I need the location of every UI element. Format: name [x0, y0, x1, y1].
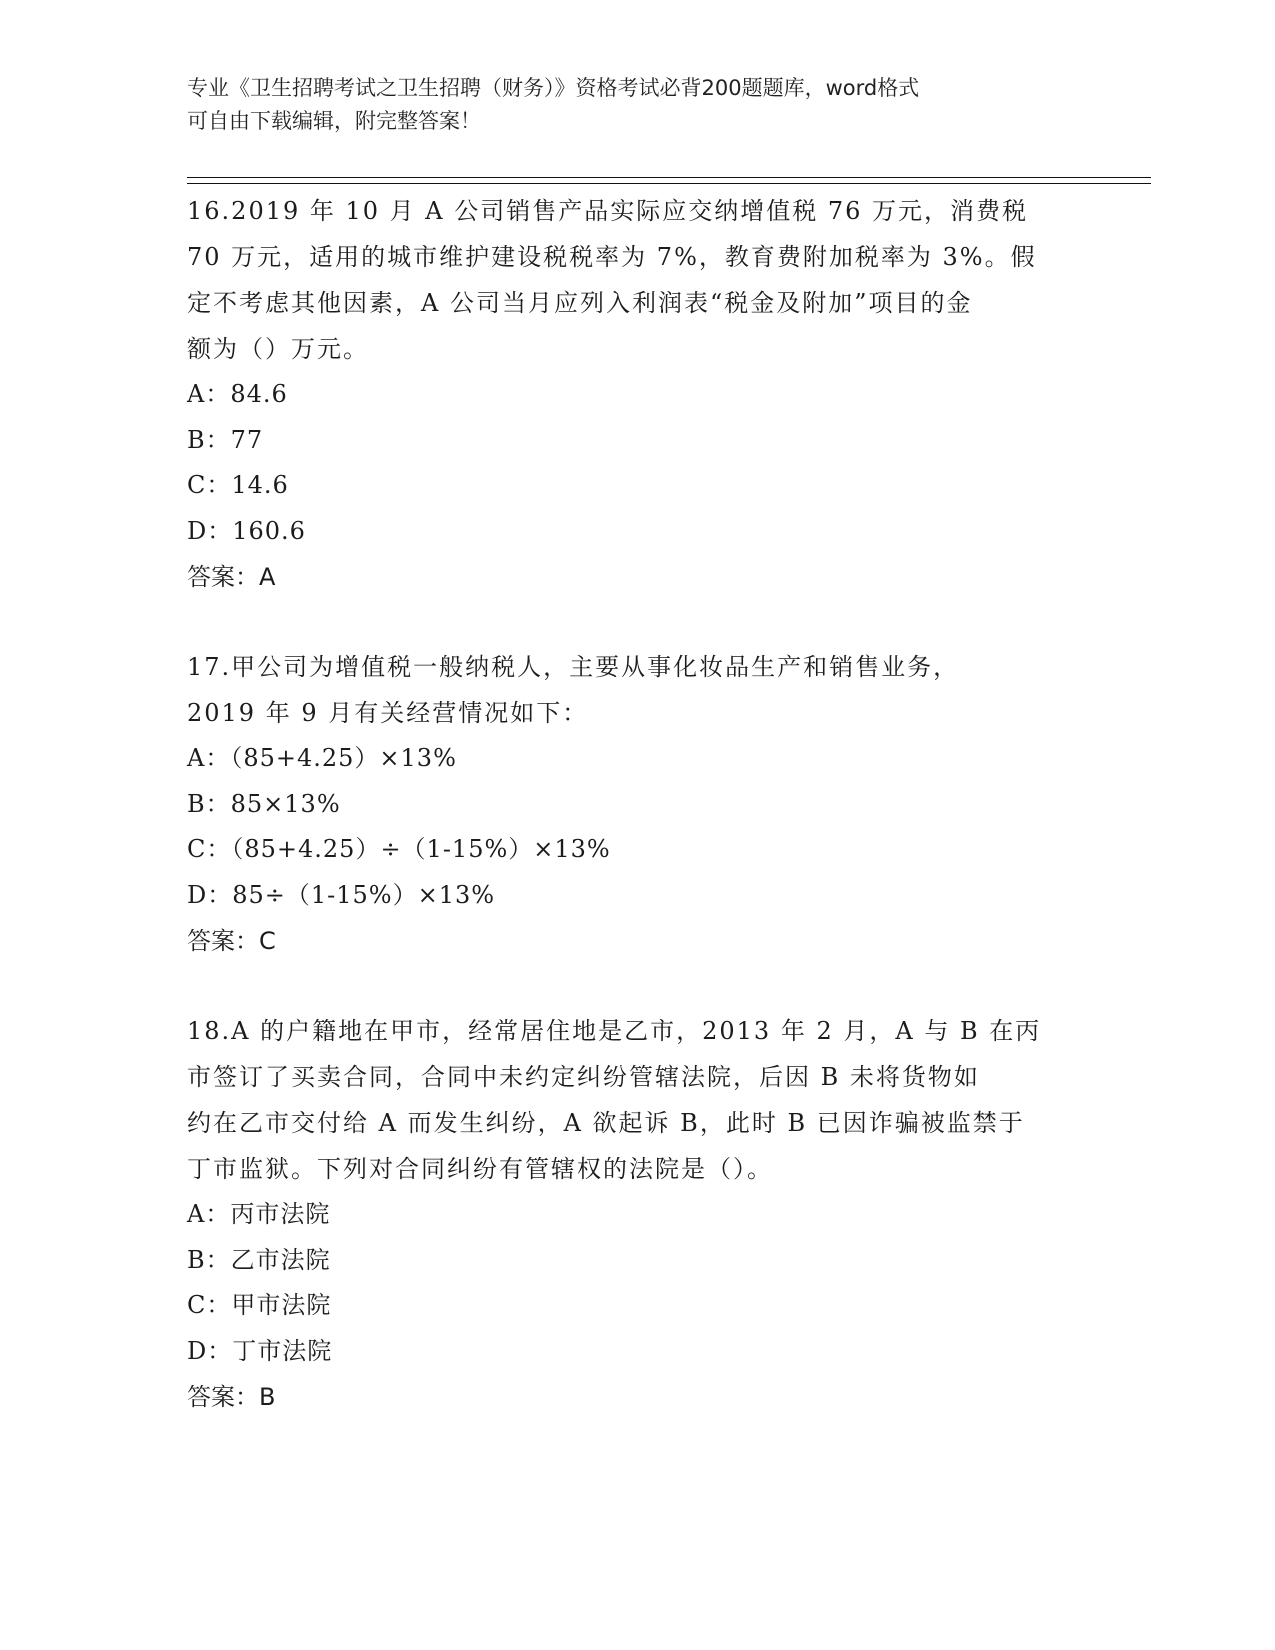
- option-c: C：14.6: [187, 471, 289, 499]
- question-text-line: 16.2019 年 10 月 A 公司销售产品实际应交纳增值税 76 万元，消费税: [187, 197, 1029, 225]
- question-text-line: 约在乙市交付给 A 而发生纠纷，A 欲起诉 B，此时 B 已因诈骗被监禁于: [187, 1109, 1025, 1137]
- question-16: [187, 188, 1087, 600]
- document-header: [187, 72, 1067, 138]
- option-b: B：85×13%: [187, 789, 341, 818]
- header-divider-top: [187, 177, 1151, 178]
- option-d: D：丁市法院: [187, 1336, 333, 1365]
- option-a: A：（85+4.25）×13%: [187, 744, 457, 772]
- option-a: A：丙市法院: [187, 1200, 331, 1228]
- option-a: A：84.6: [187, 380, 288, 408]
- question-text-line: 市签订了买卖合同，合同中未约定纠纷管辖法院，后因 B 未将货物如: [187, 1063, 980, 1091]
- question-text-line: 定不考虑其他因素，A 公司当月应列入利润表“税金及附加”项目的金: [187, 289, 973, 317]
- question-text-line: 额为（）万元。: [187, 335, 369, 363]
- option-d: D：85÷（1-15%）×13%: [187, 880, 496, 909]
- header-line-1: 专业《卫生招聘考试之卫生招聘（财务）》资格考试必背200题题库，word格式: [187, 76, 920, 100]
- option-b: B：77: [187, 425, 264, 454]
- question-17: [187, 644, 1087, 964]
- question-text-line: 70 万元，适用的城市维护建设税税率为 7%，教育费附加税率为 3%。假: [187, 243, 1037, 271]
- question-text-line: 2019 年 9 月有关经营情况如下：: [187, 699, 589, 727]
- header-divider-bottom: [187, 183, 1151, 184]
- answer: 答案：C: [187, 927, 276, 955]
- question-text-line: 18.A 的户籍地在甲市，经常居住地是乙市，2013 年 2 月，A 与 B 在丙: [187, 1017, 1042, 1045]
- question-18: [187, 1008, 1087, 1420]
- option-c: C：（85+4.25）÷（1-15%）×13%: [187, 835, 611, 863]
- option-d: D：160.6: [187, 516, 306, 545]
- question-list: [187, 188, 1087, 1464]
- question-text-line: 17.甲公司为增值税一般纳税人，主要从事化妆品生产和销售业务，: [187, 653, 960, 681]
- answer: 答案：B: [187, 1383, 276, 1411]
- header-line-2: 可自由下载编辑，附完整答案！: [187, 109, 481, 133]
- answer: 答案：A: [187, 563, 276, 591]
- question-text-line: 丁市监狱。下列对合同纠纷有管辖权的法院是（）。: [187, 1155, 773, 1183]
- option-c: C：甲市法院: [187, 1291, 332, 1319]
- option-b: B：乙市法院: [187, 1245, 331, 1274]
